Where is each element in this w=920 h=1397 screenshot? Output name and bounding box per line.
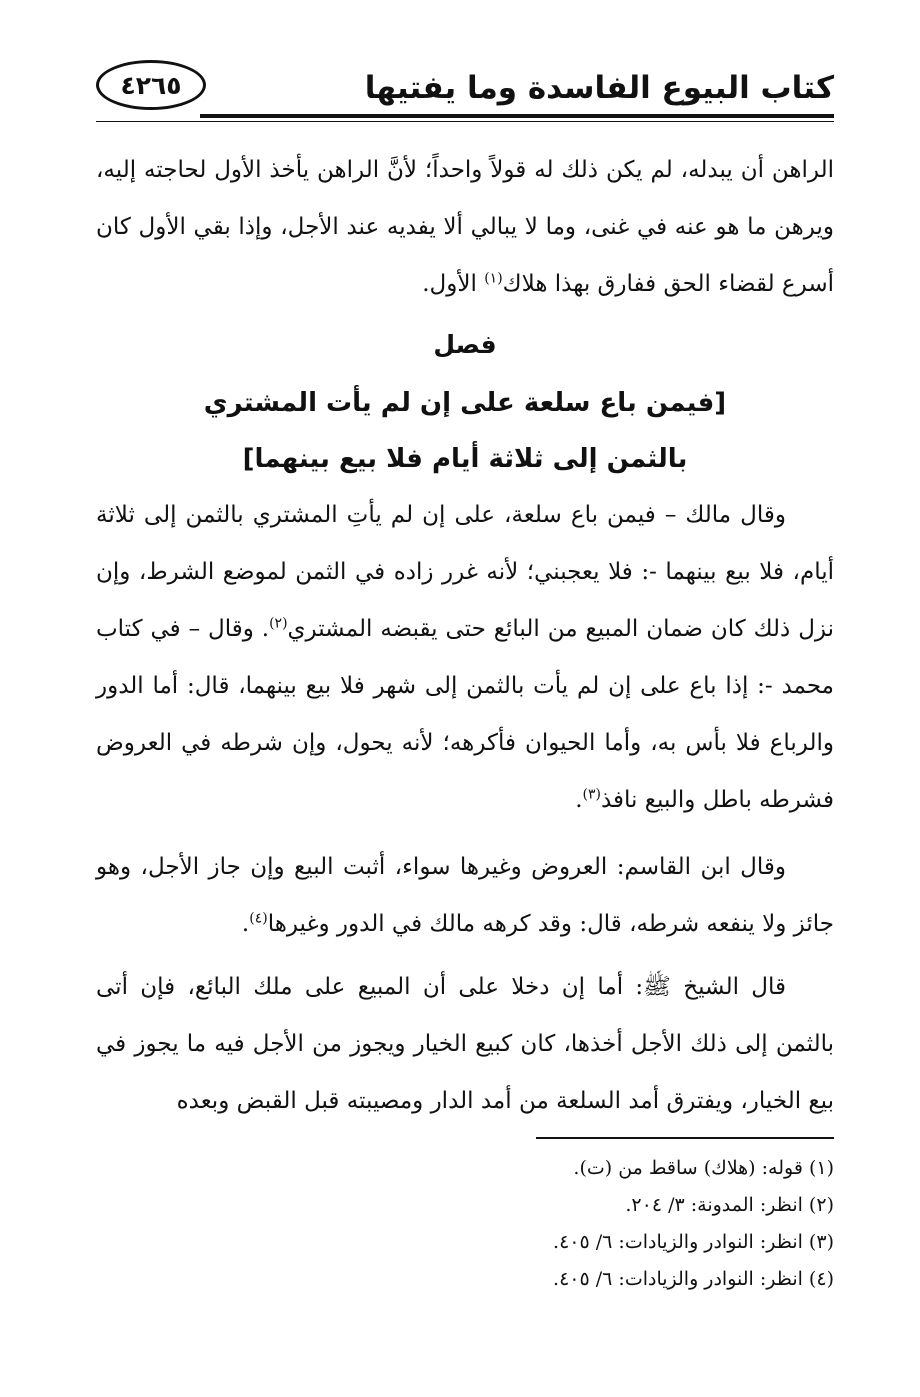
footnote-1: (١) قوله: (هلاك) ساقط من (ت). — [573, 1157, 834, 1179]
header-rule-thin — [96, 121, 834, 122]
body-text — [96, 142, 834, 1130]
paragraph-2-end: . — [575, 787, 583, 813]
footnote-ref-4: (٤) — [249, 910, 268, 927]
section-heading: فصل — [433, 330, 497, 359]
paragraph-2 — [96, 487, 834, 829]
running-header-title: كتاب البيوع الفاسدة وما يفتيها — [364, 70, 834, 106]
page-number-oval — [96, 60, 206, 110]
footnote-3: (٣) انظر: النوادر والزيادات: ٦/ ٤٠٥. — [553, 1231, 834, 1253]
paragraph-2-text: وقال مالك – فيمن باع سلعة، على إن لم يأتِ المشتري بالثمن إلى ثلاثة أيام، فلا بيع بينهما -: فلا يعجبني؛ لأنه غرر زاده في الثمن لموضع الشرط، وإن نزل ذلك كان ضمان المبيع من البائع حتى يقبضه المشتري — [96, 502, 834, 642]
footnote-4: (٤) انظر: النوادر والزيادات: ٦/ ٤٠٥. — [553, 1268, 834, 1290]
paragraph-1 — [96, 142, 834, 313]
paragraph-3 — [96, 839, 834, 953]
footnote-2: (٢) انظر: المدونة: ٣/ ٢٠٤. — [625, 1194, 834, 1216]
section-subheading-line-1: [فيمن باع سلعة على إن لم يأت المشتري — [203, 388, 727, 418]
footnotes — [96, 1150, 834, 1298]
paragraph-3-end: . — [241, 911, 250, 937]
paragraph-1-end: الأول. — [422, 271, 485, 297]
footnote-ref-3: (٣) — [582, 786, 601, 803]
footnote-ref-2: (٢) — [269, 615, 288, 632]
page-number: ٤٢٦٥ — [120, 70, 182, 100]
section-subheading-line-2: بالثمن إلى ثلاثة أيام فلا بيع بينهما] — [242, 444, 688, 474]
header-rule — [200, 114, 834, 118]
paragraph-4: قال الشيخ ﷺ: أما إن دخلا على أن المبيع على ملك البائع، فإن أتى بالثمن إلى ذلك الأجل أخذها، كان كبيع الخيار ويجوز من الأجل فيه ما يجوز في بيع الخيار، ويفترق أمد السلعة من أمد الدار ومصيبته قبل القبض وبعده — [96, 974, 834, 1114]
footnote-separator — [536, 1137, 834, 1139]
paragraph-1-text: الراهن أن يبدله، لم يكن ذلك له قولاً واحداً؛ لأنَّ الراهن يأخذ الأول لحاجته إليه، ويرهن ما هو عنه في غنى، وما لا يبالي ألا يفديه عند الأجل، وإذا بقي الأول كان أسرع لقضاء الحق ففارق بهذا هلاك — [96, 157, 834, 297]
paragraph-2-text-cont: . وقال – في كتاب محمد -: إذا باع على إن لم يأت بالثمن إلى شهر فلا بيع بينهما، قال: أما الدور والرباع فلا بأس به، وأما الحيوان فأكرهه؛ لأنه يحول، وإن شرطه في العروض فشرطه باطل والبيع نافذ — [96, 616, 834, 813]
paragraph-3-text: وقال ابن القاسم: العروض وغيرها سواء، أثبت البيع وإن جاز الأجل، وهو جائز ولا ينفعه شرطه، قال: وقد كرهه مالك في الدور وغيرها — [96, 854, 834, 937]
footnote-ref-1: (١) — [484, 270, 503, 287]
